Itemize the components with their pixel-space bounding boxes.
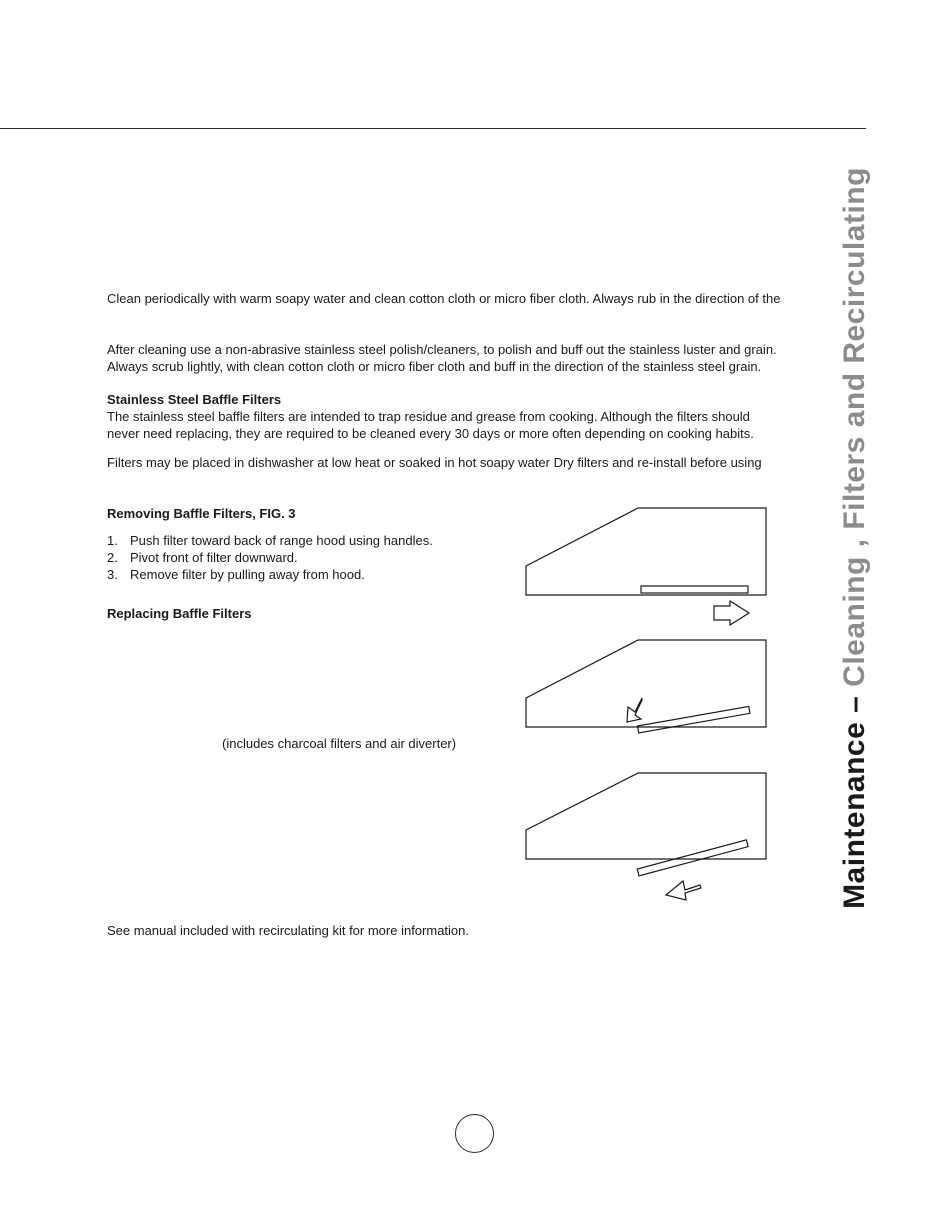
removing-step: 1. Push filter toward back of range hood using handles. [107,533,433,548]
side-title-topic: Cleaning , Filters and Recirculating [838,167,871,687]
filter-bar [637,706,749,733]
side-title-maintenance: Maintenance – [838,686,871,909]
hood-outline [526,773,766,859]
hood-outline [526,640,766,727]
removing-step: 3. Remove filter by pulling away from hood. [107,567,365,582]
baffle-filters-line-2: never need replacing, they are required to be cleaned every 30 days or more often depending on cooking habits. [107,426,754,441]
see-manual-note: See manual included with recirculating kit for more information. [107,923,470,938]
dishwasher-note: Filters may be placed in dishwasher at low heat or soaked in hot soapy water Dry filters and re-install before using [107,455,762,470]
filter-bar [641,586,748,593]
hood-outline [526,508,766,595]
baffle-filters-heading: Stainless Steel Baffle Filters [107,392,282,407]
removing-steps-list [107,532,433,583]
down-left-arrow-icon [627,698,642,722]
cleaning-paragraph-2-line-2: Always scrub lightly, with clean cotton cloth or micro fiber cloth and buff in the direction of the stainless steel grain. [107,359,762,374]
right-arrow-icon [714,601,749,625]
removing-step: 2. Pivot front of filter downward. [107,550,298,565]
baffle-filters-line-1: The stainless steel baffle filters are intended to trap residue and grease from cooking. Although the filters should [107,409,750,424]
removing-filters-heading: Removing Baffle Filters, FIG. 3 [107,506,296,521]
header-rule [0,128,866,129]
baffle-filter-figure [520,500,780,910]
page-number-circle [455,1114,494,1153]
filter-bar [637,840,748,876]
replacing-filters-heading: Replacing Baffle Filters [107,606,252,621]
kit-contents-note: (includes charcoal filters and air diverter) [222,736,457,751]
cleaning-paragraph-2-line-1: After cleaning use a non-abrasive stainless steel polish/cleaners, to polish and buff out the stainless luster and grain. [107,342,777,357]
cleaning-paragraph-1: Clean periodically with warm soapy water and clean cotton cloth or micro fiber cloth. Always rub in the direction of the [107,291,781,306]
down-left-arrow-icon [666,881,701,900]
